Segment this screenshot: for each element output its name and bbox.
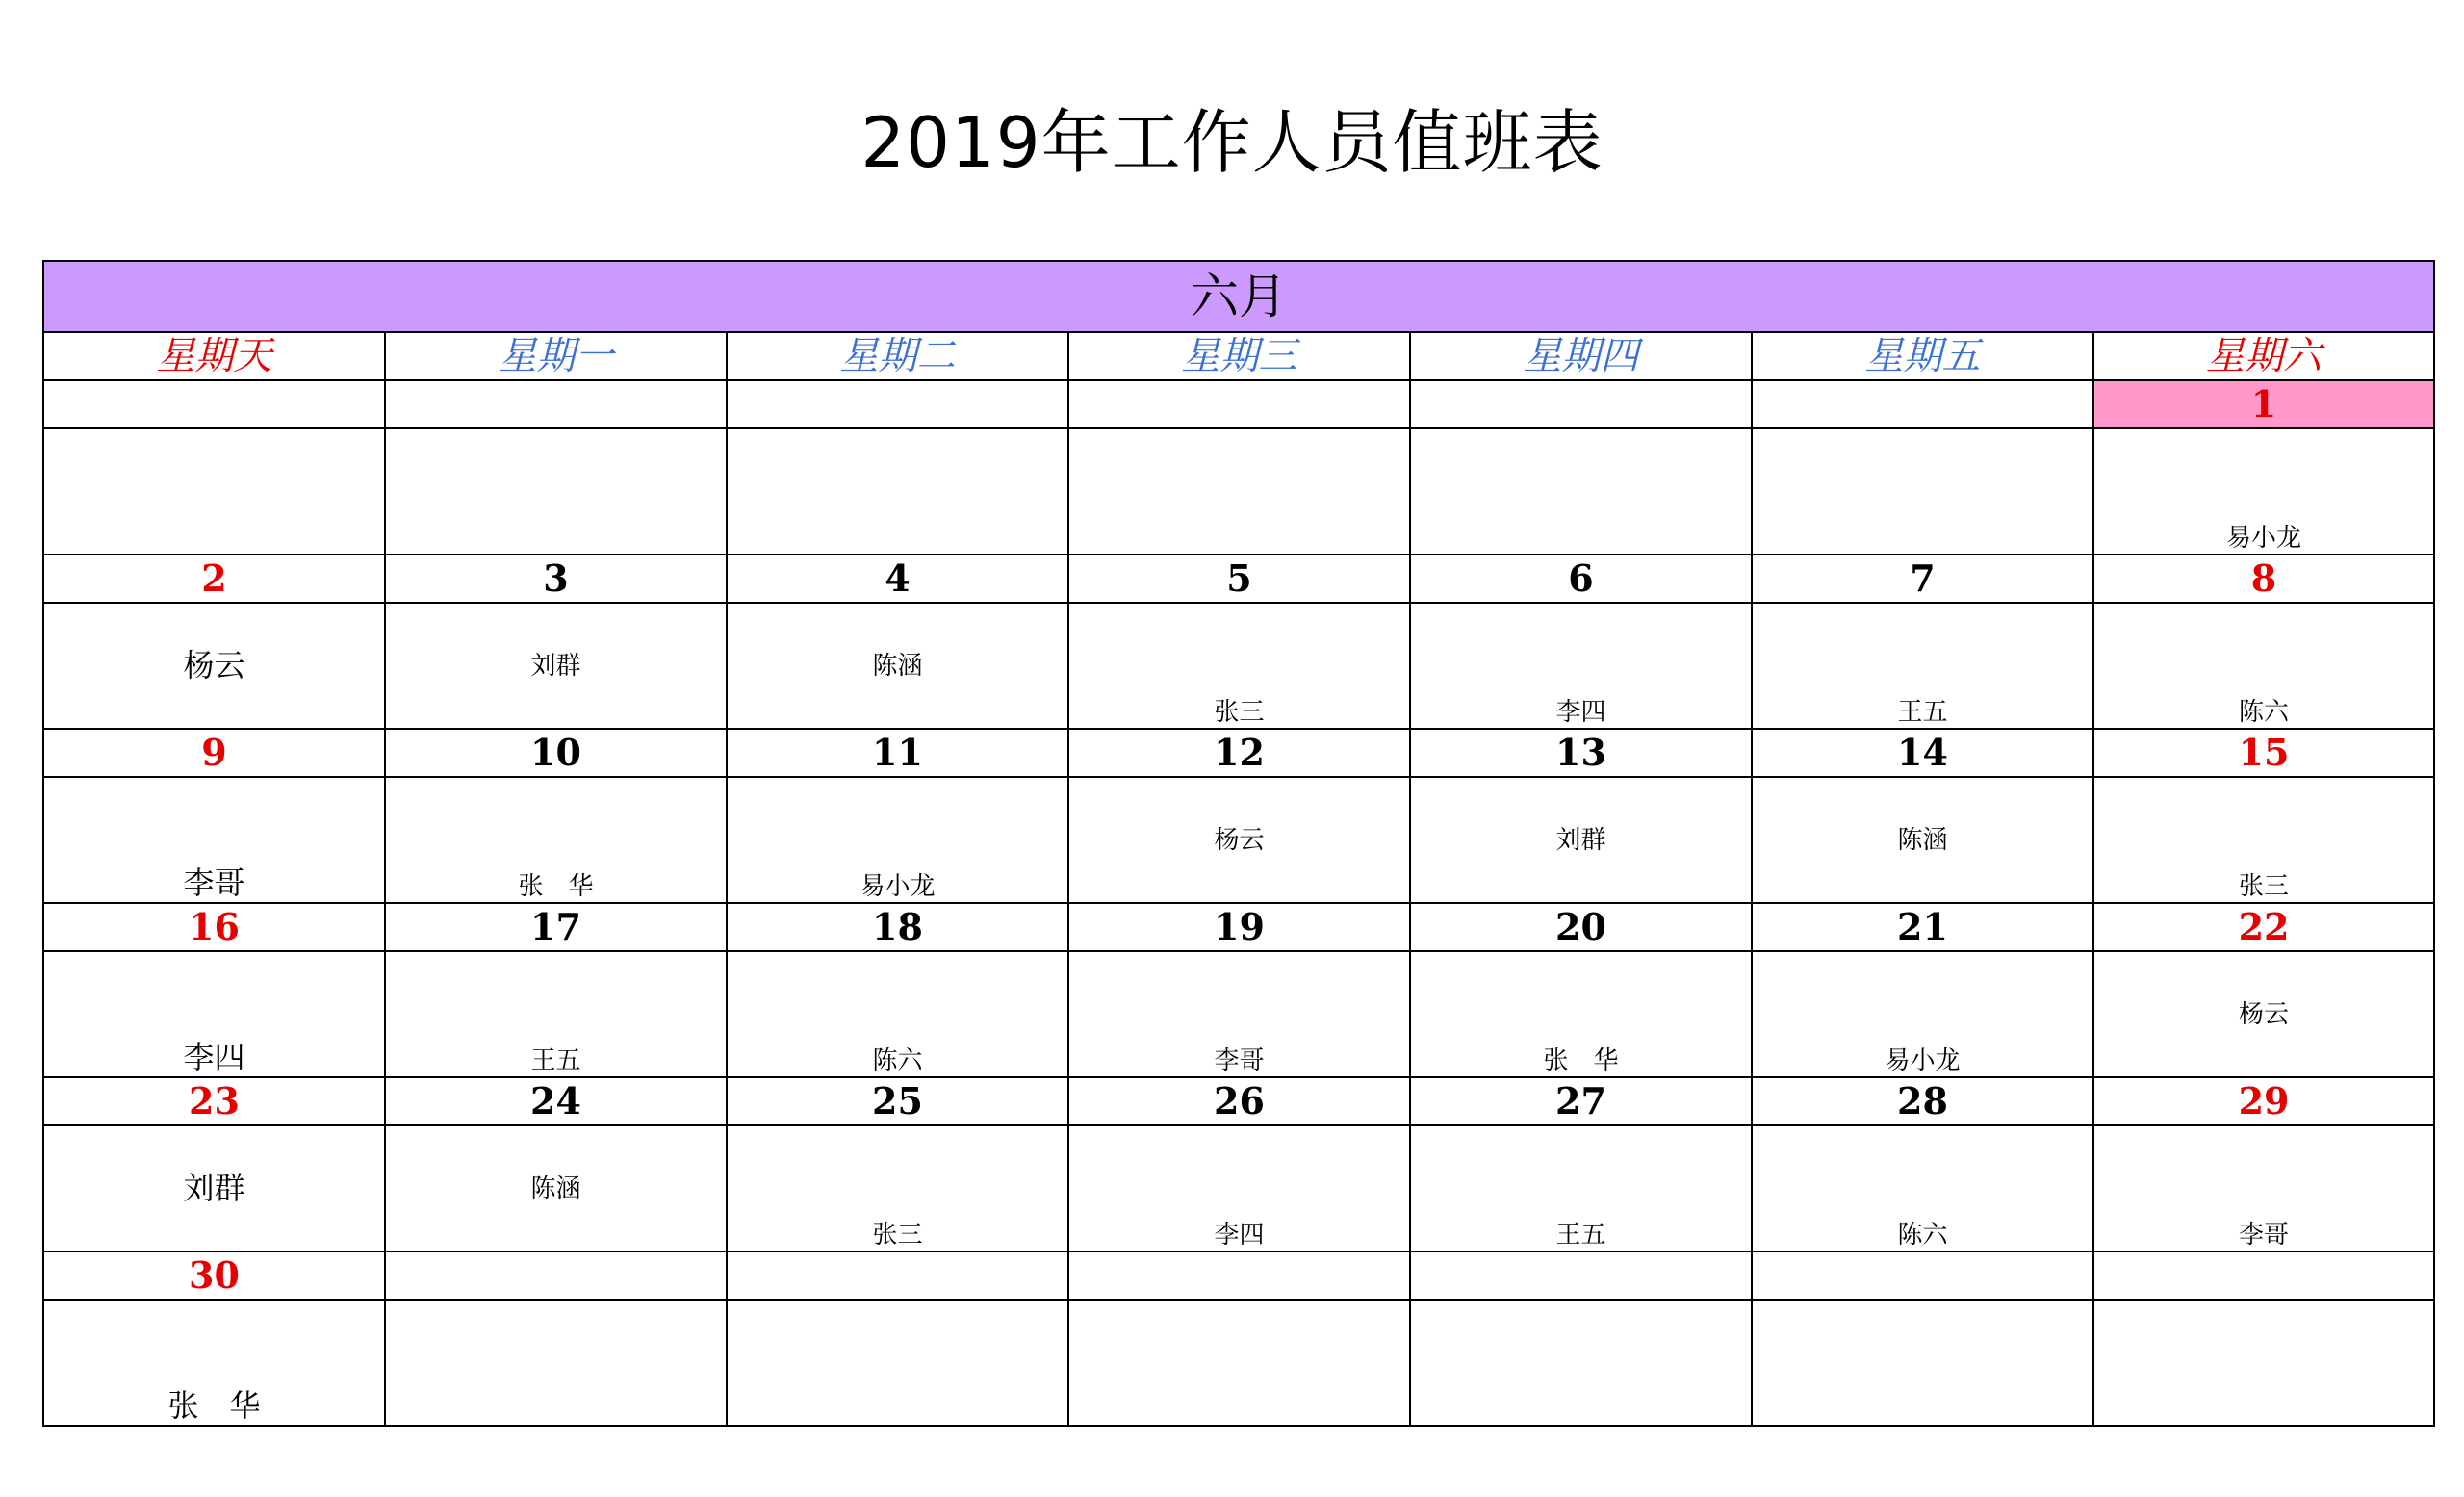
date-cell[interactable]: 9 (43, 729, 385, 777)
date-row (43, 729, 2434, 777)
date-cell[interactable] (727, 1252, 1068, 1300)
duty-cell[interactable] (385, 951, 727, 1077)
duty-cell[interactable] (1752, 603, 2093, 729)
date-cell[interactable] (1410, 380, 1752, 428)
duty-cell[interactable] (43, 777, 385, 903)
date-cell[interactable] (1410, 1252, 1752, 1300)
duty-name: 李四 (1214, 1221, 1265, 1250)
duty-cell[interactable] (1752, 1300, 2093, 1426)
weekday-header-row (43, 332, 2434, 380)
duty-name: 张 华 (1543, 1046, 1619, 1075)
duty-cell[interactable] (385, 603, 727, 729)
duty-name: 陈涵 (1897, 826, 1948, 855)
duty-name: 李哥 (183, 865, 245, 901)
date-cell[interactable]: 27 (1410, 1077, 1752, 1125)
duty-cell[interactable] (1410, 603, 1752, 729)
duty-name: 杨云 (2239, 1000, 2290, 1029)
duty-row (43, 428, 2434, 555)
duty-cell[interactable] (1752, 777, 2093, 903)
duty-name: 张 华 (167, 1387, 261, 1424)
duty-name: 李四 (1555, 698, 1606, 727)
weekday-tuesday: 星期二 (727, 332, 1068, 380)
duty-name: 张 华 (518, 872, 594, 901)
duty-name: 王五 (1897, 698, 1948, 727)
date-cell[interactable]: 26 (1068, 1077, 1410, 1125)
duty-name: 杨云 (183, 647, 245, 684)
date-row (43, 1077, 2434, 1125)
duty-cell[interactable] (727, 603, 1068, 729)
duty-cell[interactable] (43, 428, 385, 555)
date-cell[interactable]: 22 (2093, 903, 2434, 951)
duty-name: 陈六 (872, 1046, 923, 1075)
duty-cell[interactable] (2093, 1125, 2434, 1252)
duty-cell[interactable] (1410, 1300, 1752, 1426)
duty-cell[interactable] (1752, 428, 2093, 555)
duty-row (43, 777, 2434, 903)
duty-name: 陈六 (1897, 1221, 1948, 1250)
duty-cell[interactable] (1410, 951, 1752, 1077)
date-cell[interactable]: 30 (43, 1252, 385, 1300)
duty-cell[interactable] (727, 1300, 1068, 1426)
date-cell[interactable]: 6 (1410, 555, 1752, 603)
duty-name: 陈涵 (872, 652, 923, 681)
duty-cell[interactable] (43, 603, 385, 729)
duty-cell[interactable] (1410, 1125, 1752, 1252)
duty-cell[interactable] (1752, 1125, 2093, 1252)
date-cell[interactable]: 18 (727, 903, 1068, 951)
duty-cell[interactable] (385, 1125, 727, 1252)
date-cell[interactable] (1752, 1252, 2093, 1300)
weekday-wednesday: 星期三 (1068, 332, 1410, 380)
duty-cell[interactable] (1068, 603, 1410, 729)
duty-cell[interactable] (1752, 951, 2093, 1077)
date-cell[interactable]: 21 (1752, 903, 2093, 951)
weekday-saturday: 星期六 (2093, 332, 2434, 380)
duty-name: 张三 (872, 1221, 923, 1250)
date-cell[interactable]: 4 (727, 555, 1068, 603)
duty-name: 刘群 (183, 1170, 245, 1206)
date-cell[interactable]: 29 (2093, 1077, 2434, 1125)
date-cell[interactable] (385, 380, 727, 428)
duty-cell[interactable] (2093, 1300, 2434, 1426)
duty-name: 刘群 (530, 652, 581, 681)
date-cell[interactable] (1752, 380, 2093, 428)
duty-name: 张三 (1214, 698, 1265, 727)
duty-cell[interactable] (2093, 951, 2434, 1077)
duty-cell[interactable] (385, 428, 727, 555)
duty-name: 李哥 (1214, 1046, 1265, 1075)
duty-name: 王五 (530, 1046, 581, 1075)
duty-cell[interactable] (727, 1125, 1068, 1252)
duty-cell[interactable] (2093, 603, 2434, 729)
duty-name: 易小龙 (2226, 524, 2302, 553)
duty-cell[interactable] (43, 1125, 385, 1252)
date-cell[interactable]: 5 (1068, 555, 1410, 603)
date-row (43, 380, 2434, 428)
duty-name: 陈六 (2239, 698, 2290, 727)
duty-name: 刘群 (1555, 826, 1606, 855)
date-cell[interactable]: 10 (385, 729, 727, 777)
date-cell[interactable] (43, 380, 385, 428)
duty-cell[interactable] (1068, 1300, 1410, 1426)
date-cell[interactable]: 20 (1410, 903, 1752, 951)
date-cell[interactable] (385, 1252, 727, 1300)
duty-name: 杨云 (1214, 826, 1265, 855)
date-cell[interactable] (1068, 380, 1410, 428)
month-title: 六月 (43, 261, 2434, 332)
date-cell[interactable] (2093, 1252, 2434, 1300)
date-cell[interactable]: 24 (385, 1077, 727, 1125)
duty-cell[interactable] (727, 951, 1068, 1077)
date-cell[interactable]: 28 (1752, 1077, 2093, 1125)
duty-cell[interactable] (2093, 428, 2434, 555)
duty-name: 李哥 (2239, 1221, 2290, 1250)
date-cell[interactable]: 8 (2093, 555, 2434, 603)
duty-name: 陈涵 (530, 1174, 581, 1203)
duty-row (43, 1300, 2434, 1426)
duty-cell[interactable] (1068, 951, 1410, 1077)
weekday-thursday: 星期四 (1410, 332, 1752, 380)
date-cell[interactable]: 13 (1410, 729, 1752, 777)
duty-cell[interactable] (385, 1300, 727, 1426)
weekday-friday: 星期五 (1752, 332, 2093, 380)
duty-cell[interactable] (2093, 777, 2434, 903)
month-header-row (43, 261, 2434, 332)
date-cell[interactable]: 16 (43, 903, 385, 951)
duty-cell[interactable] (385, 777, 727, 903)
duty-name: 李四 (183, 1039, 245, 1075)
duty-name: 易小龙 (1885, 1046, 1961, 1075)
duty-name: 张三 (2239, 872, 2290, 901)
duty-calendar-table (42, 260, 2435, 1427)
date-cell[interactable]: 23 (43, 1077, 385, 1125)
date-row (43, 1252, 2434, 1300)
duty-cell[interactable] (1068, 428, 1410, 555)
date-cell[interactable] (727, 380, 1068, 428)
duty-name: 易小龙 (860, 872, 936, 901)
duty-row (43, 1125, 2434, 1252)
date-cell[interactable]: 7 (1752, 555, 2093, 603)
duty-cell[interactable] (727, 777, 1068, 903)
date-cell[interactable]: 25 (727, 1077, 1068, 1125)
duty-cell[interactable] (43, 951, 385, 1077)
duty-cell[interactable] (43, 1300, 385, 1426)
date-row (43, 903, 2434, 951)
date-cell[interactable]: 14 (1752, 729, 2093, 777)
duty-row (43, 951, 2434, 1077)
date-cell[interactable]: 2 (43, 555, 385, 603)
date-cell-highlighted[interactable]: 1 (2093, 380, 2434, 428)
weekday-sunday: 星期天 (43, 332, 385, 380)
duty-cell[interactable] (1068, 777, 1410, 903)
date-row (43, 555, 2434, 603)
duty-cell[interactable] (727, 428, 1068, 555)
date-cell[interactable]: 12 (1068, 729, 1410, 777)
weekday-monday: 星期一 (385, 332, 727, 380)
date-cell[interactable]: 19 (1068, 903, 1410, 951)
duty-row (43, 603, 2434, 729)
date-cell[interactable]: 3 (385, 555, 727, 603)
duty-cell[interactable] (1410, 428, 1752, 555)
date-cell[interactable]: 11 (727, 729, 1068, 777)
date-cell[interactable] (1068, 1252, 1410, 1300)
duty-name: 王五 (1555, 1221, 1606, 1250)
duty-cell[interactable] (1410, 777, 1752, 903)
duty-cell[interactable] (1068, 1125, 1410, 1252)
date-cell[interactable]: 15 (2093, 729, 2434, 777)
date-cell[interactable]: 17 (385, 903, 727, 951)
page-title: 2019年工作人员值班表 (860, 102, 1604, 183)
